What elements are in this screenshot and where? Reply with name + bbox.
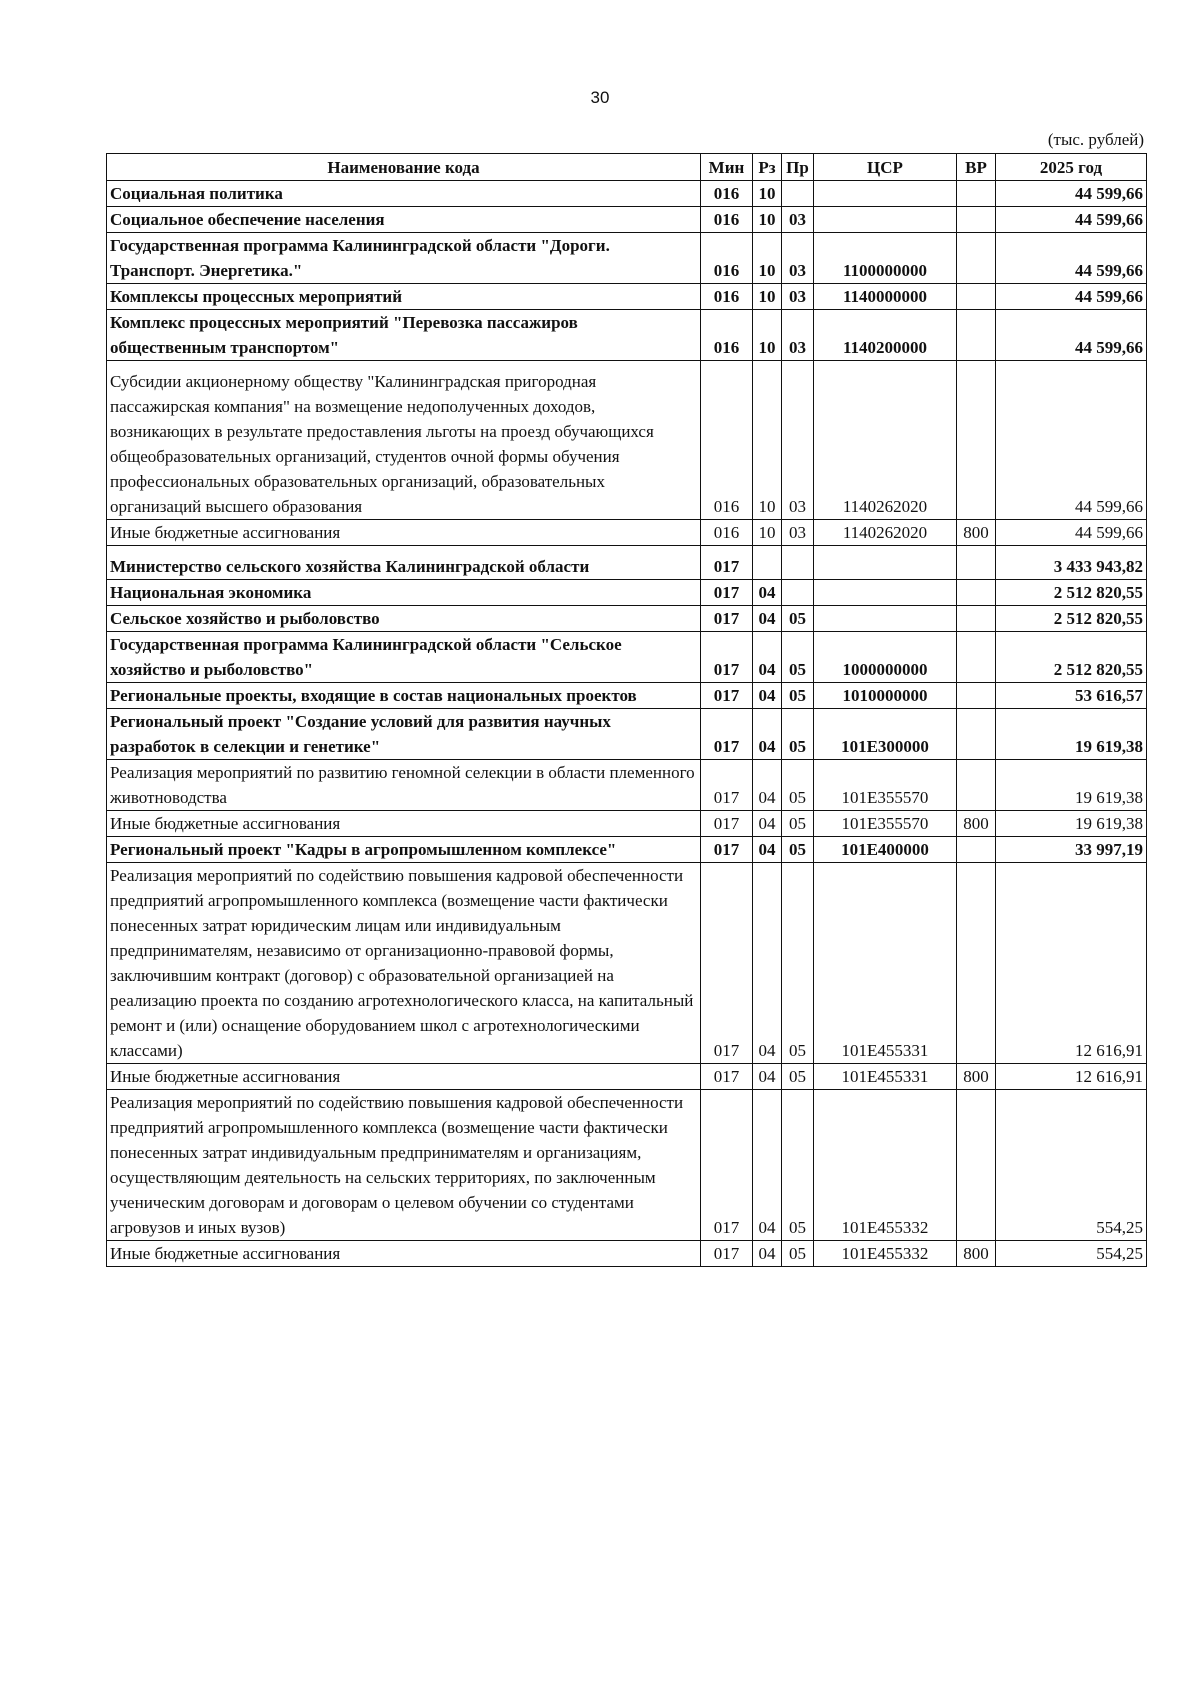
table-body: [107, 181, 1147, 1267]
row-rz: 04: [753, 1090, 782, 1241]
row-min: 017: [701, 1064, 753, 1090]
row-csr: 1140262020: [814, 520, 957, 546]
header-min: Мин: [701, 154, 753, 181]
table-row: [107, 1241, 1147, 1267]
row-pr: 03: [782, 361, 814, 520]
row-vr: 800: [957, 1241, 996, 1267]
row-name: Государственная программа Калининградской области "Сельское хозяйство и рыболовство": [107, 632, 701, 683]
row-vr: [957, 1090, 996, 1241]
row-min: 016: [701, 520, 753, 546]
row-rz: 10: [753, 207, 782, 233]
row-name: Региональный проект "Кадры в агропромышленном комплексе": [107, 837, 701, 863]
table-row: [107, 606, 1147, 632]
table-row: [107, 284, 1147, 310]
row-rz: 04: [753, 683, 782, 709]
row-rz: 04: [753, 1064, 782, 1090]
row-csr: 101Е355570: [814, 811, 957, 837]
row-vr: [957, 233, 996, 284]
row-min: 017: [701, 709, 753, 760]
row-csr: 101Е300000: [814, 709, 957, 760]
row-pr: [782, 580, 814, 606]
row-csr: 1000000000: [814, 632, 957, 683]
table-row: [107, 310, 1147, 361]
row-pr: 03: [782, 207, 814, 233]
header-pr: Пр: [782, 154, 814, 181]
table-row: [107, 1064, 1147, 1090]
row-name: Национальная экономика: [107, 580, 701, 606]
row-min: 017: [701, 1241, 753, 1267]
row-vr: [957, 632, 996, 683]
row-csr: 101Е455331: [814, 863, 957, 1064]
row-name: Иные бюджетные ассигнования: [107, 811, 701, 837]
row-vr: [957, 683, 996, 709]
row-amount: 19 619,38: [996, 811, 1147, 837]
row-name: Реализация мероприятий по содействию повышения кадровой обеспеченности предприятий агропромышленного комплекса (возмещение части фактически понесенных затрат юридическим лицам или индивидуальным предпринимателям, независимо от организационно-правовой формы, заключившим контракт (договор) с образовательной организацией на реализацию проекта по созданию агротехнологического класса, на капитальный ремонт и (или) оснащение оборудованием школ с агротехнологическими классами): [107, 863, 701, 1064]
row-pr: 05: [782, 683, 814, 709]
row-amount: 2 512 820,55: [996, 580, 1147, 606]
row-name: Комплекс процессных мероприятий "Перевозка пассажиров общественным транспортом": [107, 310, 701, 361]
row-csr: 1140262020: [814, 361, 957, 520]
row-pr: 05: [782, 837, 814, 863]
row-name: Субсидии акционерному обществу "Калининградская пригородная пассажирская компания" на возмещение недополученных доходов, возникающих в результате предоставления льготы на проезд обучающихся общеобразовательных организаций, студентов очной формы обучения профессиональных образовательных организаций, образовательных организаций высшего образования: [107, 361, 701, 520]
table-row: [107, 863, 1147, 1064]
row-vr: [957, 709, 996, 760]
row-min: 016: [701, 310, 753, 361]
row-amount: 2 512 820,55: [996, 632, 1147, 683]
row-csr: 101Е400000: [814, 837, 957, 863]
row-amount: 19 619,38: [996, 709, 1147, 760]
row-vr: [957, 546, 996, 580]
row-min: 017: [701, 1090, 753, 1241]
row-name: Сельское хозяйство и рыболовство: [107, 606, 701, 632]
row-pr: 05: [782, 1064, 814, 1090]
table-row: [107, 837, 1147, 863]
row-name: Региональный проект "Создание условий для развития научных разработок в селекции и генетике": [107, 709, 701, 760]
table-row: [107, 181, 1147, 207]
row-csr: [814, 546, 957, 580]
row-name: Социальная политика: [107, 181, 701, 207]
row-pr: [782, 546, 814, 580]
header-csr: ЦСР: [814, 154, 957, 181]
row-name: Иные бюджетные ассигнования: [107, 1064, 701, 1090]
table-row: [107, 361, 1147, 520]
header-name: Наименование кода: [107, 154, 701, 181]
row-csr: 1140000000: [814, 284, 957, 310]
header-rz: Рз: [753, 154, 782, 181]
row-csr: 1100000000: [814, 233, 957, 284]
row-amount: 44 599,66: [996, 361, 1147, 520]
row-name: Государственная программа Калининградской области "Дороги. Транспорт. Энергетика.": [107, 233, 701, 284]
row-csr: 1010000000: [814, 683, 957, 709]
row-rz: 04: [753, 760, 782, 811]
row-csr: [814, 606, 957, 632]
table-row: [107, 683, 1147, 709]
row-min: 017: [701, 546, 753, 580]
row-rz: 10: [753, 310, 782, 361]
table-row: [107, 520, 1147, 546]
row-pr: 05: [782, 760, 814, 811]
row-min: 016: [701, 207, 753, 233]
row-pr: 05: [782, 1241, 814, 1267]
header-vr: ВР: [957, 154, 996, 181]
row-amount: 2 512 820,55: [996, 606, 1147, 632]
row-vr: [957, 310, 996, 361]
row-min: 017: [701, 580, 753, 606]
row-min: 017: [701, 837, 753, 863]
row-rz: 10: [753, 284, 782, 310]
table-header-row: [107, 154, 1147, 181]
row-amount: 12 616,91: [996, 863, 1147, 1064]
row-min: 017: [701, 683, 753, 709]
row-pr: 03: [782, 233, 814, 284]
row-pr: 05: [782, 709, 814, 760]
row-name: Реализация мероприятий по развитию геномной селекции в области племенного животноводства: [107, 760, 701, 811]
row-csr: 101Е355570: [814, 760, 957, 811]
row-min: 016: [701, 284, 753, 310]
row-vr: [957, 760, 996, 811]
row-pr: 03: [782, 310, 814, 361]
row-amount: 44 599,66: [996, 233, 1147, 284]
row-amount: 12 616,91: [996, 1064, 1147, 1090]
row-pr: 05: [782, 811, 814, 837]
row-amount: 44 599,66: [996, 207, 1147, 233]
row-rz: 04: [753, 606, 782, 632]
row-rz: 04: [753, 632, 782, 683]
row-vr: [957, 606, 996, 632]
row-amount: 33 997,19: [996, 837, 1147, 863]
row-csr: 101Е455331: [814, 1064, 957, 1090]
row-min: 017: [701, 811, 753, 837]
row-csr: 101Е455332: [814, 1241, 957, 1267]
row-vr: [957, 181, 996, 207]
units-label: (тыс. рублей): [1047, 130, 1144, 149]
row-min: 017: [701, 632, 753, 683]
row-pr: [782, 181, 814, 207]
row-pr: 05: [782, 606, 814, 632]
row-rz: 04: [753, 811, 782, 837]
row-rz: 04: [753, 1241, 782, 1267]
row-vr: [957, 284, 996, 310]
row-amount: 554,25: [996, 1241, 1147, 1267]
table-row: [107, 1090, 1147, 1241]
row-vr: [957, 207, 996, 233]
row-min: 017: [701, 606, 753, 632]
row-vr: [957, 361, 996, 520]
row-rz: 04: [753, 709, 782, 760]
row-amount: 19 619,38: [996, 760, 1147, 811]
row-amount: 44 599,66: [996, 284, 1147, 310]
row-csr: 1140200000: [814, 310, 957, 361]
row-pr: 05: [782, 632, 814, 683]
row-amount: 44 599,66: [996, 181, 1147, 207]
row-vr: 800: [957, 520, 996, 546]
row-rz: 10: [753, 233, 782, 284]
table-row: [107, 709, 1147, 760]
table-row: [107, 580, 1147, 606]
row-rz: [753, 546, 782, 580]
row-csr: 101Е455332: [814, 1090, 957, 1241]
row-amount: 44 599,66: [996, 310, 1147, 361]
row-name: Социальное обеспечение населения: [107, 207, 701, 233]
row-amount: 3 433 943,82: [996, 546, 1147, 580]
row-name: Иные бюджетные ассигнования: [107, 520, 701, 546]
row-rz: 10: [753, 520, 782, 546]
row-vr: [957, 580, 996, 606]
page-number: 30: [590, 88, 610, 107]
row-name: Иные бюджетные ассигнования: [107, 1241, 701, 1267]
row-rz: 04: [753, 863, 782, 1064]
row-min: 016: [701, 181, 753, 207]
row-rz: 10: [753, 361, 782, 520]
row-amount: 554,25: [996, 1090, 1147, 1241]
row-pr: 05: [782, 1090, 814, 1241]
row-vr: 800: [957, 1064, 996, 1090]
table-row: [107, 233, 1147, 284]
row-pr: 05: [782, 863, 814, 1064]
row-min: 016: [701, 361, 753, 520]
row-rz: 04: [753, 837, 782, 863]
table-row: [107, 632, 1147, 683]
row-min: 017: [701, 760, 753, 811]
table-row: [107, 811, 1147, 837]
budget-table: [106, 153, 1147, 1267]
row-name: Реализация мероприятий по содействию повышения кадровой обеспеченности предприятий агропромышленного комплекса (возмещение части фактически понесенных затрат индивидуальным предпринимателям и организациям, осуществляющим деятельность на сельских территориях, по заключенным ученическим договорам и договорам о целевом обучении со студентами агровузов и иных вузов): [107, 1090, 701, 1241]
row-name: Министерство сельского хозяйства Калининградской области: [107, 546, 701, 580]
row-amount: 44 599,66: [996, 520, 1147, 546]
row-amount: 53 616,57: [996, 683, 1147, 709]
row-rz: 10: [753, 181, 782, 207]
row-name: Региональные проекты, входящие в состав национальных проектов: [107, 683, 701, 709]
row-min: 016: [701, 233, 753, 284]
row-vr: [957, 863, 996, 1064]
row-csr: [814, 580, 957, 606]
table-row: [107, 207, 1147, 233]
row-vr: 800: [957, 811, 996, 837]
row-vr: [957, 837, 996, 863]
table-row: [107, 760, 1147, 811]
table-row: [107, 546, 1147, 580]
header-year: 2025 год: [996, 154, 1147, 181]
row-name: Комплексы процессных мероприятий: [107, 284, 701, 310]
row-rz: 04: [753, 580, 782, 606]
row-pr: 03: [782, 284, 814, 310]
row-pr: 03: [782, 520, 814, 546]
row-csr: [814, 207, 957, 233]
row-min: 017: [701, 863, 753, 1064]
row-csr: [814, 181, 957, 207]
